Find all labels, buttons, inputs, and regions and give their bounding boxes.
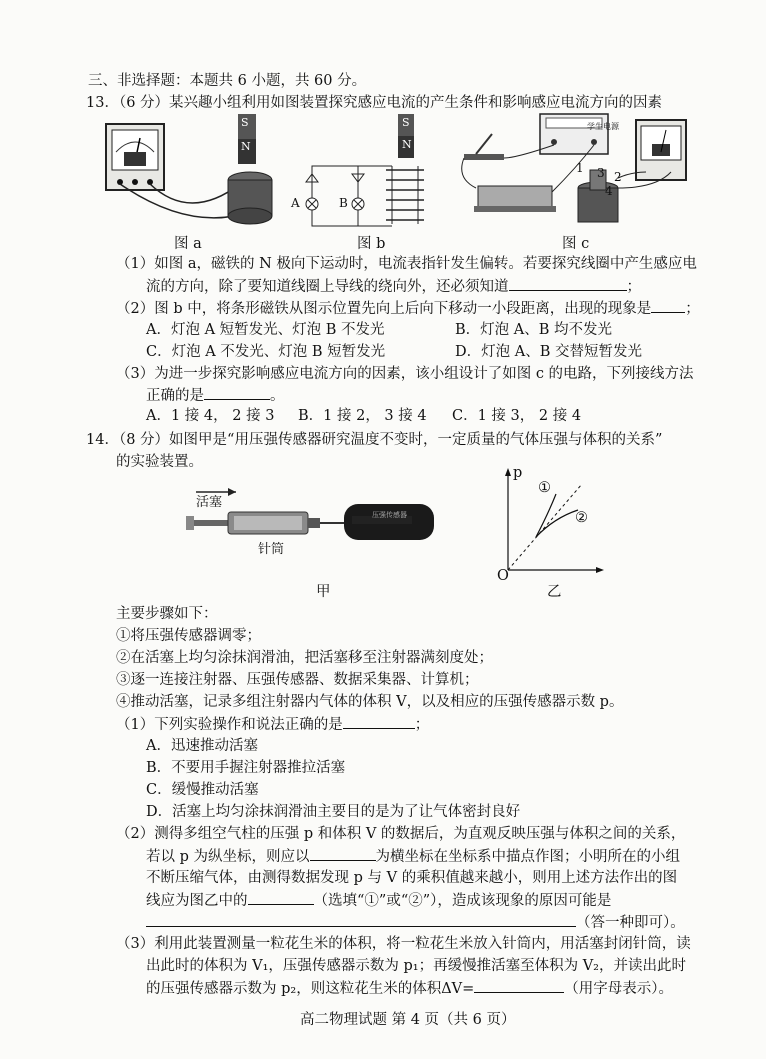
fig-b-magnet-n: N — [402, 138, 412, 151]
q14-part3-line3: 的压强传感器示数为 p₂，则这粒花生米的体积ΔV= （用字母表示）。 — [146, 978, 673, 999]
q14-part2-line5: （答一种即可）。 — [146, 912, 685, 933]
fig-jia-barrel-label: 针筒 — [258, 542, 285, 557]
fig-c-terminal-2: 2 — [614, 170, 622, 184]
fig-a-magnet-n: N — [241, 140, 251, 153]
fig-a-magnet-s: S — [241, 116, 249, 129]
section-heading: 三、非选择题：本题共 6 小题，共 60 分。 — [88, 73, 367, 89]
q13-stem: 13．（6 分）某兴趣小组利用如图装置探究感应电流的产生条件和影响感应电流方向的因素 — [86, 95, 663, 111]
graph-curve-2: ② — [575, 510, 588, 526]
q14-part2-line1: （2）测得多组空气柱的压强 p 和体积 V 的数据后，为直观反映压强与体积之间的关系， — [116, 826, 686, 842]
fig-jia-piston-label: 活塞 — [196, 495, 223, 510]
fig-c-terminal-4: 4 — [605, 184, 613, 198]
q14-part3-line1: （3）利用此装置测量一粒花生米的体积，将一粒花生米放入针筒内，用活塞封闭针筒，读 — [116, 936, 691, 952]
caption-fig-a: 图 a — [174, 236, 202, 252]
answer-blank[interactable] — [509, 276, 627, 291]
q14-step-4: ④推动活塞，记录多组注射器内气体的体积 V，以及相应的压强传感器示数 p。 — [116, 694, 624, 710]
figure-yi-graph — [496, 466, 606, 582]
q14-part3-line2: 出此时的体积为 V₁，压强传感器示数为 p₁；再缓慢推活塞至体积为 V₂，并读出此时 — [146, 958, 686, 974]
figure-b-lamp-circuit — [300, 112, 440, 232]
answer-blank[interactable] — [343, 714, 415, 729]
fig-b-lamp-b-label: B — [339, 196, 348, 210]
fig-b-lamp-a-label: A — [291, 196, 300, 210]
q13-part2-option-c: C．灯泡 A 不发光、灯泡 B 短暂发光 — [146, 344, 386, 360]
fig-c-power-label: 学生电源 — [587, 122, 619, 131]
graph-axis-p: p — [513, 465, 523, 481]
caption-yi: 乙 — [547, 584, 562, 600]
answer-blank[interactable] — [146, 912, 576, 927]
q13-part3-line2: 正确的是 。 — [146, 385, 285, 406]
q14-step-3: ③逐一连接注射器、压强传感器、数据采集器、计算机； — [116, 672, 479, 688]
q13-part2-option-b: B．灯泡 A、B 均不发光 — [455, 322, 612, 338]
q14-part1-option-c: C．缓慢推动活塞 — [146, 782, 259, 798]
caption-fig-c: 图 c — [562, 236, 590, 252]
q14-stem-line2: 的实验装置。 — [116, 454, 203, 470]
q13-part2-line1: （2）图 b 中，将条形磁铁从图示位置先向上后向下移动一小段距离，出现的现象是 ； — [116, 298, 700, 319]
fig-c-terminal-1: 1 — [576, 161, 584, 175]
q13-part3-option-a: A．1 接 4， 2 接 3 — [146, 408, 275, 424]
answer-blank[interactable] — [204, 385, 270, 400]
q14-step-2: ②在活塞上均匀涂抹润滑油，把活塞移至注射器满刻度处； — [116, 650, 493, 666]
fig-b-magnet-s: S — [402, 116, 410, 129]
q14-part2-line3: 不断压缩气体，由测得数据发现 p 与 V 的乘积值越来越小，则用上述方法作出的图 — [146, 870, 678, 886]
q14-part2-line2: 若以 p 为纵坐标，则应以 为横坐标在坐标系中描点作图；小明所在的小组 — [146, 846, 680, 867]
graph-curve-1: ① — [538, 480, 551, 496]
q14-part1-option-b: B．不要用手握注射器推拉活塞 — [146, 760, 346, 776]
answer-blank[interactable] — [248, 890, 314, 905]
q13-part3-option-b: B．1 接 2， 3 接 4 — [298, 408, 427, 424]
q13-part3-option-c: C．1 接 3， 2 接 4 — [452, 408, 582, 424]
caption-fig-b: 图 b — [357, 236, 386, 252]
page-footer: 高二物理试题 第 4 页（共 6 页） — [300, 1012, 516, 1028]
answer-blank[interactable] — [310, 846, 376, 861]
figure-a-galvanometer-coil — [100, 112, 290, 232]
q14-stem-line1: 14．（8 分）如图甲是“用压强传感器研究温度不变时，一定质量的气体压强与体积的关系” — [86, 432, 663, 448]
q13-part2-option-d: D．灯泡 A、B 交替短暂发光 — [455, 344, 642, 360]
fig-c-terminal-3: 3 — [597, 166, 605, 180]
q14-part1-option-a: A．迅速推动活塞 — [146, 738, 258, 754]
q13-part1-line1: （1）如图 a，磁铁的 N 极向下运动时，电流表指针发生偏转。若要探究线圈中产生感应电 — [116, 256, 697, 272]
answer-blank[interactable] — [474, 978, 564, 993]
q13-part1-line2: 流的方向，除了要知道线圈上导线的绕向外，还必须知道 ； — [146, 276, 641, 297]
q14-steps-title: 主要步骤如下： — [116, 606, 218, 622]
q13-part3-line1: （3）为进一步探究影响感应电流方向的因素，该小组设计了如图 c 的电路，下列接线方法 — [116, 366, 694, 382]
q14-step-1: ①将压强传感器调零； — [116, 628, 261, 644]
q14-part1-option-d: D．活塞上均匀涂抹润滑油主要目的是为了让气体密封良好 — [146, 804, 521, 820]
q13-part2-option-a: A．灯泡 A 短暂发光、灯泡 B 不发光 — [146, 322, 385, 338]
fig-jia-sensor-label: 压强传感器 — [372, 511, 407, 519]
graph-origin: O — [497, 568, 509, 584]
q14-part2-line4: 线应为图乙中的 （选填“①”或“②”），造成该现象的原因可能是 — [146, 890, 611, 911]
answer-blank[interactable] — [651, 298, 685, 313]
caption-jia: 甲 — [316, 584, 331, 600]
q14-part1-line: （1）下列实验操作和说法正确的是 ； — [116, 714, 429, 735]
